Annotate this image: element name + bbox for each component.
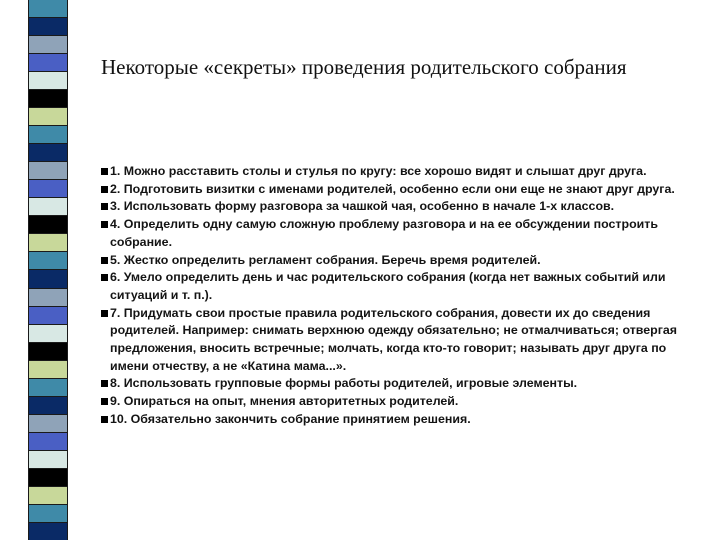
list-item	[101, 375, 691, 393]
stripe-band	[29, 144, 67, 162]
bullet-list	[101, 163, 691, 429]
list-item-text: 6. Умело определить день и час родительского собрания (когда нет важных событий или ситуаций и т. п.).	[110, 270, 666, 302]
stripe-band	[29, 523, 67, 540]
stripe-band	[29, 469, 67, 487]
stripe-band	[29, 72, 67, 90]
stripe-band	[29, 126, 67, 144]
stripe-band	[29, 252, 67, 270]
square-bullet-icon	[101, 398, 108, 405]
stripe-band	[29, 361, 67, 379]
list-item	[101, 198, 691, 216]
stripe-band	[29, 198, 67, 216]
square-bullet-icon	[101, 380, 108, 387]
decorative-stripe	[28, 0, 68, 540]
stripe-band	[29, 108, 67, 126]
stripe-band	[29, 397, 67, 415]
square-bullet-icon	[101, 168, 108, 175]
stripe-band	[29, 487, 67, 505]
square-bullet-icon	[101, 203, 108, 210]
list-item	[101, 269, 691, 304]
list-item	[101, 216, 691, 251]
stripe-band	[29, 379, 67, 397]
list-item-text: 9. Опираться на опыт, мнения авторитетных родителей.	[110, 394, 459, 409]
list-item-text: 7. Придумать свои простые правила родительского собрания, довести их до сведения родителей. Например: снимать верхнюю одежду обязательно; не отмалчиваться; отвергая предложения, вносить встречные; молчать, когда кто-то говорит; называть друг друга по имени отчеству, а не «Катина мама...».	[110, 305, 677, 373]
list-item	[101, 252, 691, 270]
stripe-band	[29, 162, 67, 180]
stripe-band	[29, 289, 67, 307]
list-item	[101, 163, 691, 181]
list-item	[101, 305, 691, 376]
stripe-band	[29, 216, 67, 234]
list-item-text: 4. Определить одну самую сложную проблему разговора и на ее обсуждении построить собрание.	[110, 217, 658, 249]
list-item-text: 3. Использовать форму разговора за чашкой чая, особенно в начале 1-х классов.	[110, 199, 615, 214]
square-bullet-icon	[101, 186, 108, 193]
list-item-text: 1. Можно расставить столы и стулья по кругу: все хорошо видят и слышат друг друга.	[110, 164, 647, 178]
square-bullet-icon	[101, 274, 108, 281]
stripe-band	[29, 433, 67, 451]
list-item-text: 10. Обязательно закончить собрание принятием решения.	[110, 411, 471, 426]
list-item	[101, 393, 691, 411]
square-bullet-icon	[101, 416, 108, 423]
stripe-band	[29, 0, 67, 18]
square-bullet-icon	[101, 310, 108, 317]
stripe-band	[29, 234, 67, 252]
stripe-band	[29, 180, 67, 198]
stripe-band	[29, 36, 67, 54]
list-item	[101, 411, 691, 429]
stripe-band	[29, 307, 67, 325]
stripe-band	[29, 505, 67, 523]
stripe-band	[29, 415, 67, 433]
list-item-text: 8. Использовать групповые формы работы родителей, игровые элементы.	[110, 376, 578, 391]
stripe-band	[29, 270, 67, 288]
list-item	[101, 181, 691, 199]
list-item-text: 2. Подготовить визитки с именами родителей, особенно если они еще не знают друг друга.	[110, 181, 675, 196]
list-item-text: 5. Жестко определить регламент собрания. Беречь время родителей.	[110, 252, 541, 267]
stripe-band	[29, 343, 67, 361]
stripe-band	[29, 18, 67, 36]
square-bullet-icon	[101, 221, 108, 228]
stripe-band	[29, 90, 67, 108]
stripe-band	[29, 325, 67, 343]
stripe-band	[29, 451, 67, 469]
slide-title: Некоторые «секреты» проведения родительского собрания	[101, 55, 627, 79]
square-bullet-icon	[101, 257, 108, 264]
stripe-band	[29, 54, 67, 72]
